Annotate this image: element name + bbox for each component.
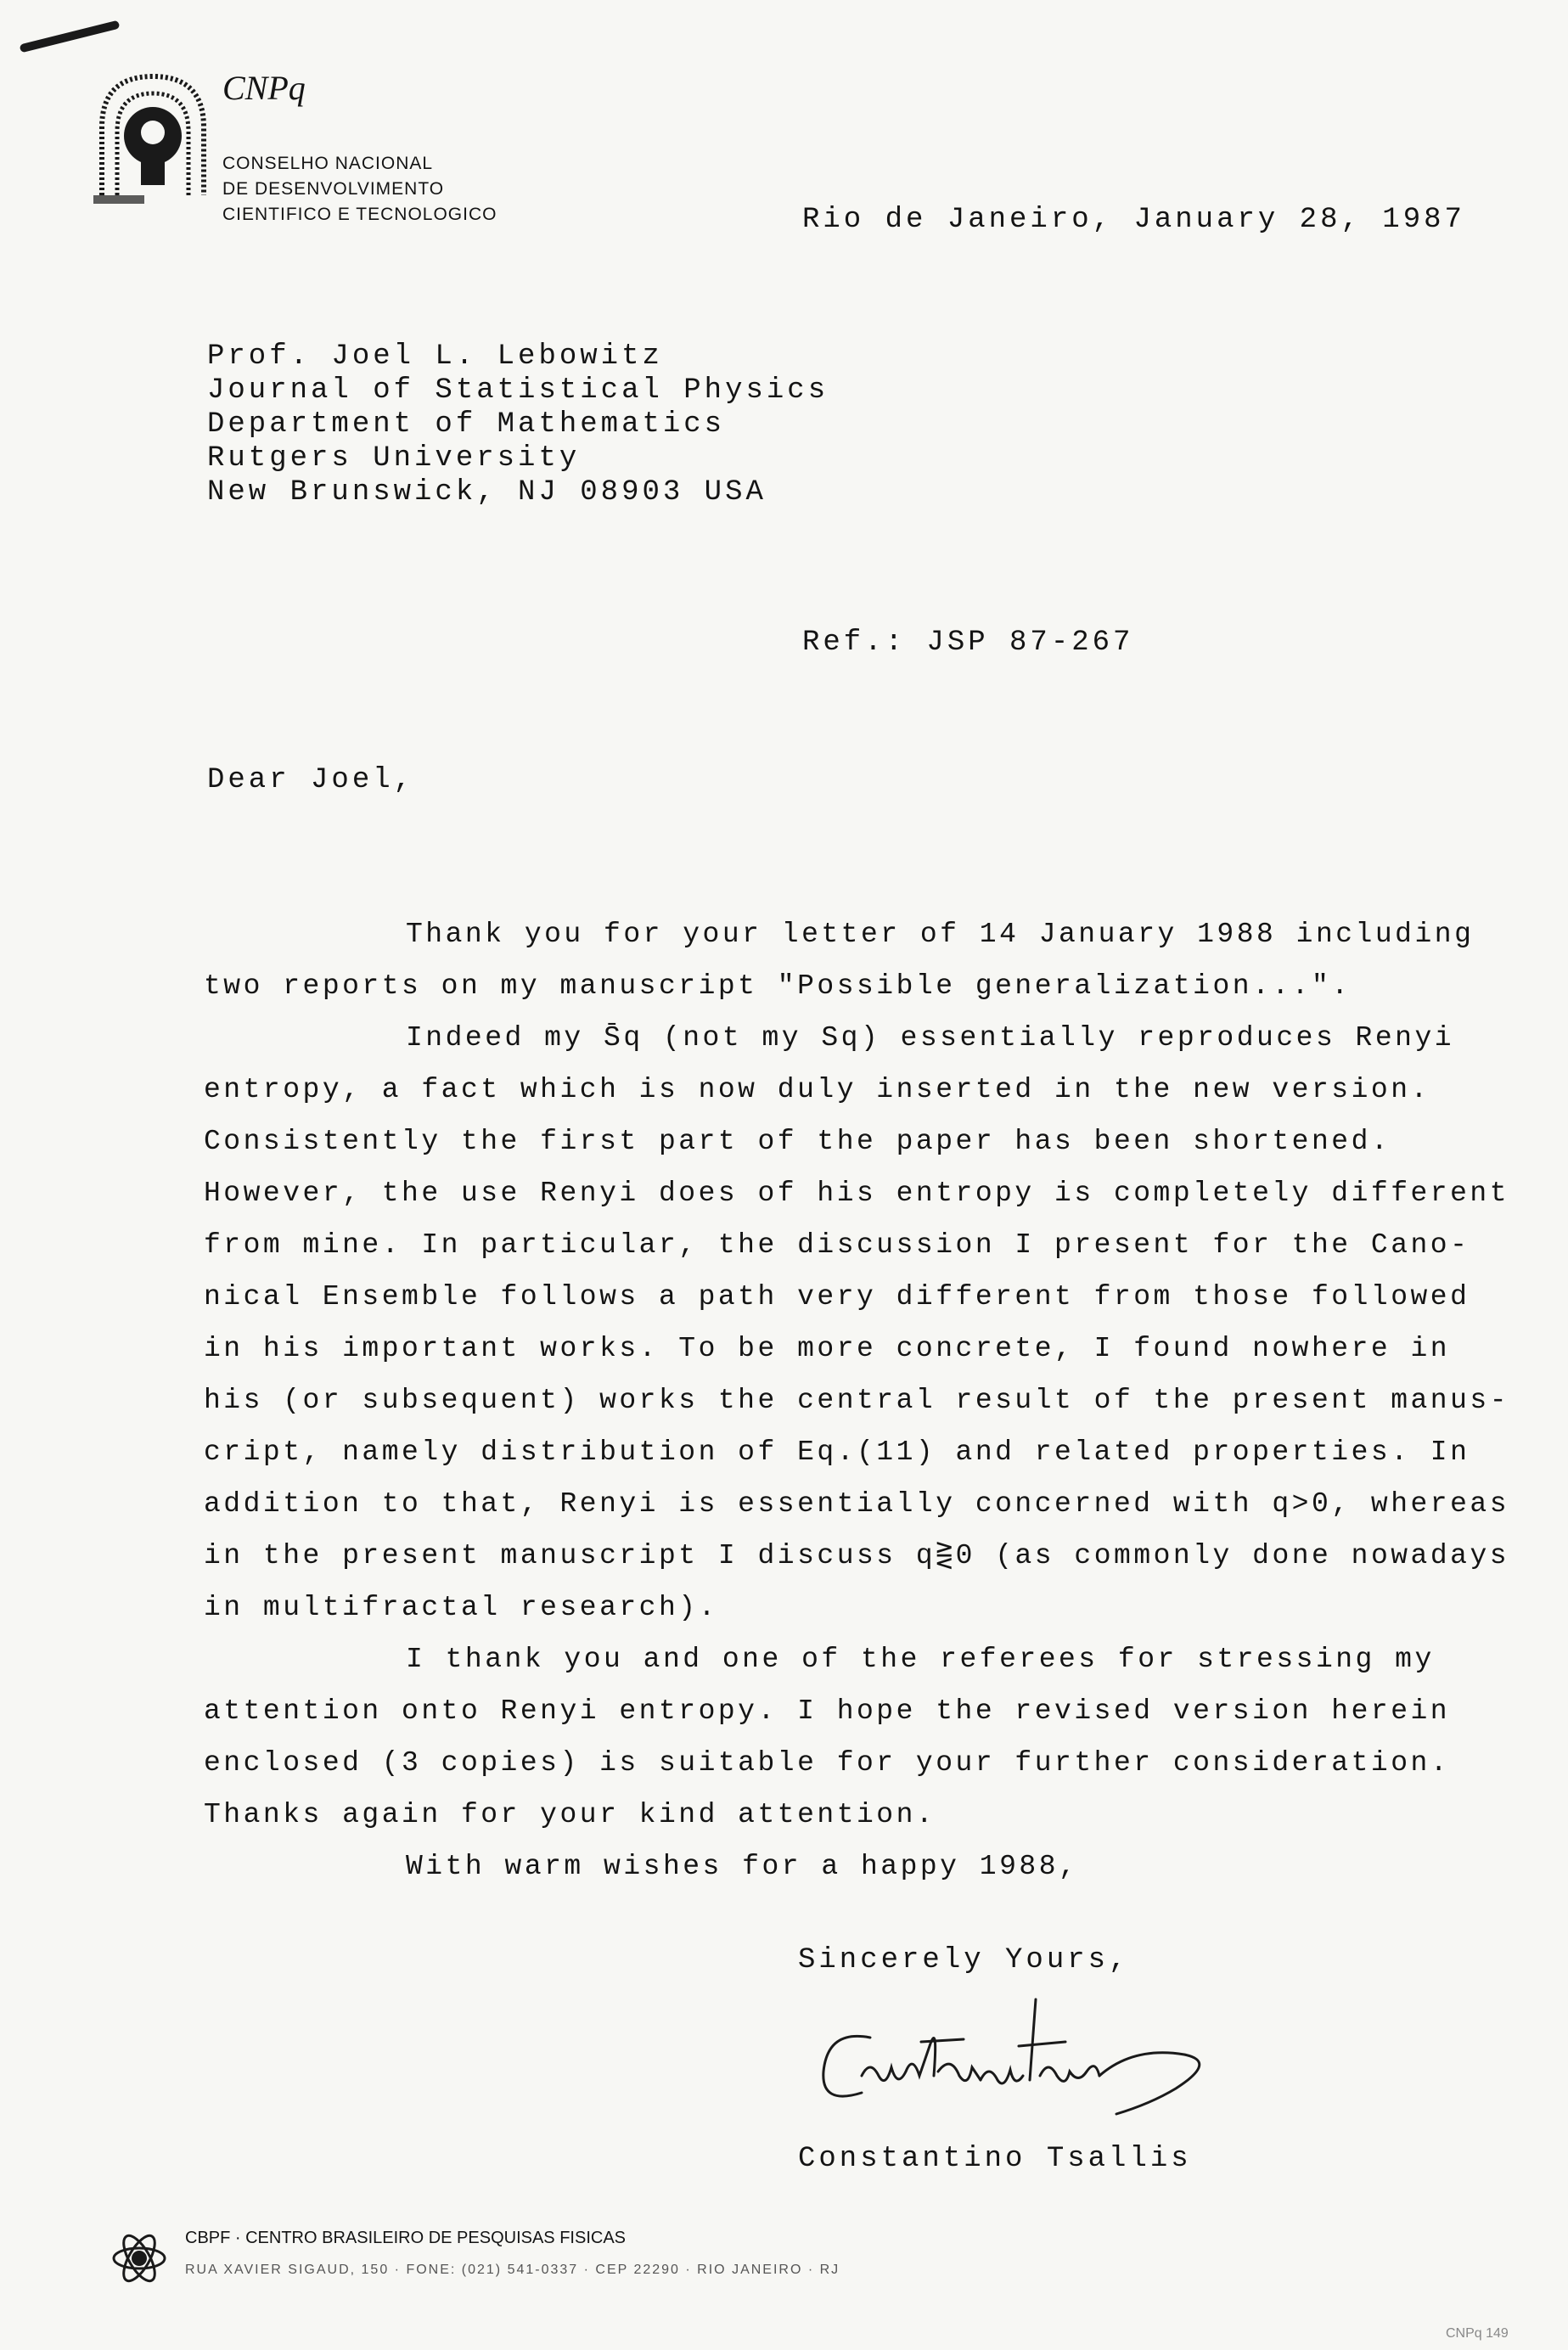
cnpq-logo-icon <box>85 68 212 212</box>
address-line: Department of Mathematics <box>207 408 726 441</box>
page-stamp: CNPq 149 <box>1446 2326 1509 2341</box>
letterhead-org <box>222 151 497 228</box>
body-line: I thank you and one of the referees for stressing my <box>406 1644 1435 1675</box>
reference-number: Ref.: JSP 87-267 <box>802 627 1134 659</box>
pen-mark <box>20 20 121 53</box>
signer-name: Constantino Tsallis <box>798 2143 1192 2175</box>
footer-institution: CBPF · CENTRO BRASILEIRO DE PESQUISAS FISICAS <box>185 2229 626 2247</box>
letter-body <box>204 908 1528 1892</box>
address-line: Journal of Statistical Physics <box>207 374 829 407</box>
body-line: cript, namely distribution of Eq.(11) and related properties. In <box>204 1436 1470 1468</box>
body-line: Thank you for your letter of 14 January 1988 including <box>406 919 1475 950</box>
body-line: Thanks again for your kind attention. <box>204 1799 936 1830</box>
signature-icon <box>811 1995 1261 2122</box>
cbpf-atom-icon <box>110 2224 168 2292</box>
org-line: DE DESENVOLVIMENTO <box>222 179 445 199</box>
body-line: two reports on my manuscript "Possible generalization...". <box>204 970 1352 1002</box>
body-line: in multifractal research). <box>204 1592 718 1623</box>
address-line: New Brunswick, NJ 08903 USA <box>207 476 767 509</box>
org-line: CIENTIFICO E TECNOLOGICO <box>222 205 497 224</box>
closing: Sincerely Yours, <box>798 1944 1130 1976</box>
address-line: Rutgers University <box>207 442 581 475</box>
cnpq-wordmark: CNPq <box>222 69 306 107</box>
body-line: enclosed (3 copies) is suitable for your further consideration. <box>204 1747 1451 1779</box>
body-line: from mine. In particular, the discussion I present for the Cano- <box>204 1229 1470 1261</box>
recipient-address <box>207 340 829 509</box>
body-line: Consistently the first part of the paper has been shortened. <box>204 1126 1391 1157</box>
body-line: entropy, a fact which is now duly inserted in the new version. <box>204 1074 1430 1105</box>
letter-date: Rio de Janeiro, January 28, 1987 <box>802 204 1465 236</box>
org-line: CONSELHO NACIONAL <box>222 154 434 173</box>
body-line: his (or subsequent) works the central result of the present manus- <box>204 1385 1510 1416</box>
salutation: Dear Joel, <box>207 764 415 796</box>
body-line: Indeed my S̄q (not my Sq) essentially reproduces Renyi <box>406 1022 1455 1054</box>
address-line: Prof. Joel L. Lebowitz <box>207 340 663 373</box>
body-line: With warm wishes for a happy 1988, <box>406 1851 1079 1882</box>
body-line: addition to that, Renyi is essentially concerned with q>0, whereas <box>204 1488 1510 1520</box>
body-line: in his important works. To be more concrete, I found nowhere in <box>204 1333 1451 1364</box>
body-line: attention onto Renyi entropy. I hope the revised version herein <box>204 1695 1451 1727</box>
body-line: However, the use Renyi does of his entropy is completely different <box>204 1178 1510 1209</box>
body-line: in the present manuscript I discuss q⋛0 (as commonly done nowadays <box>204 1540 1510 1571</box>
footer-address: RUA XAVIER SIGAUD, 150 · FONE: (021) 541-0337 · CEP 22290 · RIO JANEIRO · RJ <box>185 2263 840 2277</box>
body-line: nical Ensemble follows a path very different from those followed <box>204 1281 1470 1313</box>
